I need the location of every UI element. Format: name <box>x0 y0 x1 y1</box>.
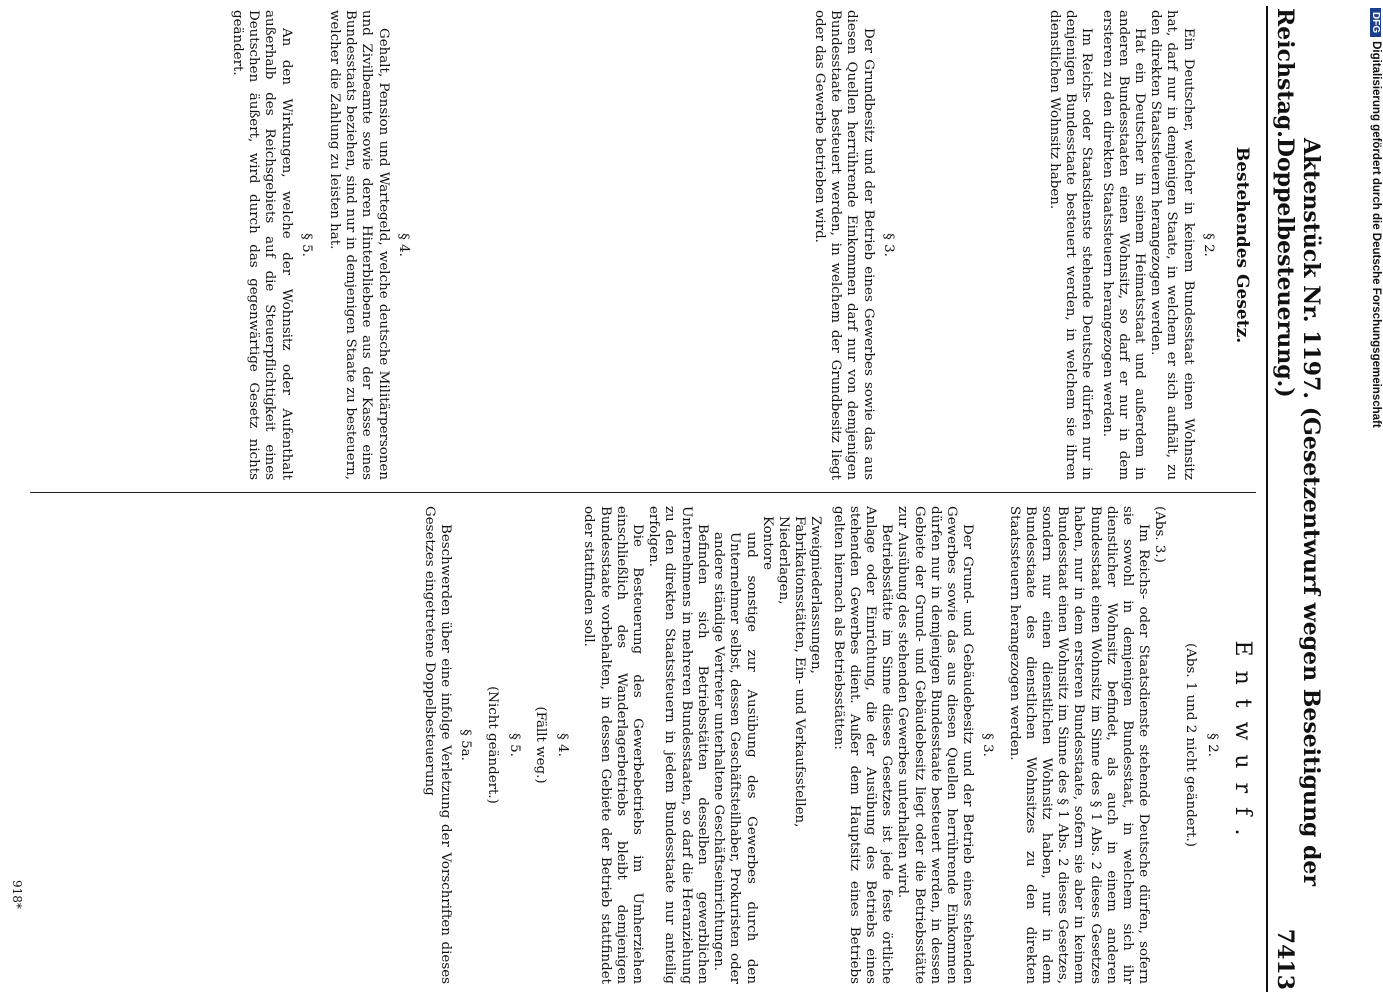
digitization-text: Digitalisierung gefördert durch die Deutsche Forschungsgemeinschaft <box>1370 41 1382 428</box>
list <box>759 516 824 984</box>
header-rule <box>1266 6 1268 992</box>
column-title-existing: Bestehendes Gesetz. <box>1232 146 1252 344</box>
column-existing-law <box>229 10 1250 480</box>
paragraph: und sonstige zur Ausübung des Gewerbes durch den Unternehmer selbst, dessen Geschäftsteilhaber, Prokuristen oder andere ständige Vertreter unterhaltene Geschäftseinrichtungen. <box>711 532 759 984</box>
list-item: Kontore <box>759 516 775 571</box>
section-heading: § 3. <box>880 233 896 257</box>
dfg-logo: DFG <box>1370 8 1381 37</box>
section-heading: § 4. <box>555 733 571 757</box>
section-note: (Fällt weg.) <box>533 706 549 784</box>
paragraph: Befinden sich Betriebsstätten desselben gewerblichen Unternehmens in mehreren Bundesstaaten, so darf die Heranziehung zu den direkten Staatssteuern in jedem Bundesstaate nur anteilig erfolgen. <box>646 506 710 984</box>
section-heading: § 3. <box>980 733 996 757</box>
list-item: Zweigniederlassungen, <box>808 516 824 674</box>
section-note: (Abs. 1 und 2 nicht geändert.) <box>1182 642 1198 847</box>
paragraph: Gehalt, Pension und Wartegeld, welche deutsche Militärpersonen und Zivilbeamte sowie deren Hinterbliebene aus der Kasse eines Bundesstaats beziehen, sind nur in demjenigen Staate zu besteuern, welcher die Zahlung zu leisten hat. <box>326 10 391 480</box>
list-item: Niederlagen, <box>775 516 791 605</box>
paragraph: Der Grund- und Gebäudebesitz und der Betrieb eines stehenden Gewerbes sowie das aus diesen Quellen herrührende Einkommen dürfen nur in demjenigen Bundesstaate besteuert werden, in dessen Gebiete der Grund- und Gebäudebesitz liegt oder die Betriebsstätte zur Ausübung des stehenden Gewerbes unterhalten wird. <box>895 506 976 984</box>
column-title-draft: Entwurf. <box>1230 640 1255 850</box>
paragraph: Betriebsstätte im Sinne dieses Gesetzes ist jede feste örtliche Anlage oder Einrichtung, die der Ausübung des Betriebs eines stehenden Gewerbes dient. Außer dem Hauptsitz eines Betriebs gelten hiernach als Betriebsstätten: <box>830 506 895 984</box>
paragraph: An den Wirkungen, welche der Wohnsitz oder Aufenthalt außerhalb des Reichsgebiets auf die Steuerpflichtigkeit eines Deutschen äußert, wird durch das gegenwärtige Gesetz nichts geändert. <box>229 10 294 480</box>
section-heading: § 2. <box>1200 233 1216 257</box>
paragraph: Beschwerden über eine infolge Verletzung der Vorschriften dieses Gesetzes eingetretene Doppelbesteuerung <box>422 506 454 984</box>
sheet-signature: 918* <box>10 880 24 909</box>
list-item: Fabrikationsstätten, Ein- und Verkaufsstellen, <box>792 516 808 828</box>
paragraph: Ein Deutscher, welcher in keinem Bundesstaat einen Wohnsitz hat, darf nur in demjenigen Staate, in welchem er sich aufhält, zu den direkten Staatssteuern herangezogen werden. <box>1148 10 1196 480</box>
paragraph-label: (Abs. 3.) <box>1152 506 1168 563</box>
column-draft <box>421 506 1255 984</box>
digitization-strip <box>1360 0 1383 1000</box>
section-heading: § 5a. <box>458 729 474 761</box>
section-heading: § 5. <box>298 233 314 257</box>
header-left: Reichstag. <box>1272 8 1298 138</box>
section-heading: § 4. <box>395 233 411 257</box>
paragraph: Im Reichs- oder Staatsdienste stehende Deutsche dürfen nur in denjenigen Bundesstaate besteuert werden, in welchem sie ihren dienstlichen Wohnsitz haben. <box>1046 10 1095 480</box>
section-note: (Nicht geändert.) <box>484 686 500 804</box>
paragraph: Die Besteuerung des Gewerbebetriebs im Umherziehen einschließlich des Wanderlagerbetriebs bleibt demjenigen Bundesstaate vorbehalten, in dessen Gebiete der Betrieb stattfindet oder stattfinden soll. <box>581 506 646 984</box>
paragraph: Der Grundbesitz und der Betrieb eines Gewerbes sowie das aus diesen Quellen herrührende Einkommen darf nur von demjenigen Bundesstaate besteuert werden, in welchem der Grundbesitz liegt oder das Gewerbe betrieben wird. <box>811 10 876 480</box>
page-number: 7413 <box>1272 928 1298 990</box>
section-heading: § 2. <box>1204 733 1220 757</box>
section-heading: § 5. <box>506 733 522 757</box>
digitization-note <box>1362 8 1382 808</box>
page-header <box>1272 8 1324 990</box>
paragraph: Hat ein Deutscher in seinem Heimatsstaat und außerdem in anderen Bundesstaaten einen Wohnsitz, so darf er nur in dem ersteren zu den direkten Staatssteuern herangezogen werden. <box>1099 10 1147 480</box>
header-center: Aktenstück Nr. 1197. (Gesetzentwurf wegen Beseitigung der Doppelbesteuerung.) <box>1272 137 1324 886</box>
column-divider <box>30 492 1256 493</box>
paragraph: Im Reichs- oder Staatsdienste stehende Deutsche dürfen, sofern sie sowohl in demjenigen Bundesstaat, in welchem sich ihr dienstlicher Wohnsitz befindet, als auch in einem anderen Bundesstaat einen Wohnsitz im Sinne des § 1 Abs. 2 dieses Gesetzes haben, nur in dem ersteren Bundesstaate, sofern sie aber in keinem Bundesstaat einen Wohnsitz im Sinne des § 1 Abs. 2 dieses Gesetzes, sondern nur einen dienstlichen Wohnsitz haben, nur in dem Bundesstaate des dienstlichen Wohnsitzes zu den direkten Staatssteuern herangezogen werden. <box>1006 506 1152 984</box>
